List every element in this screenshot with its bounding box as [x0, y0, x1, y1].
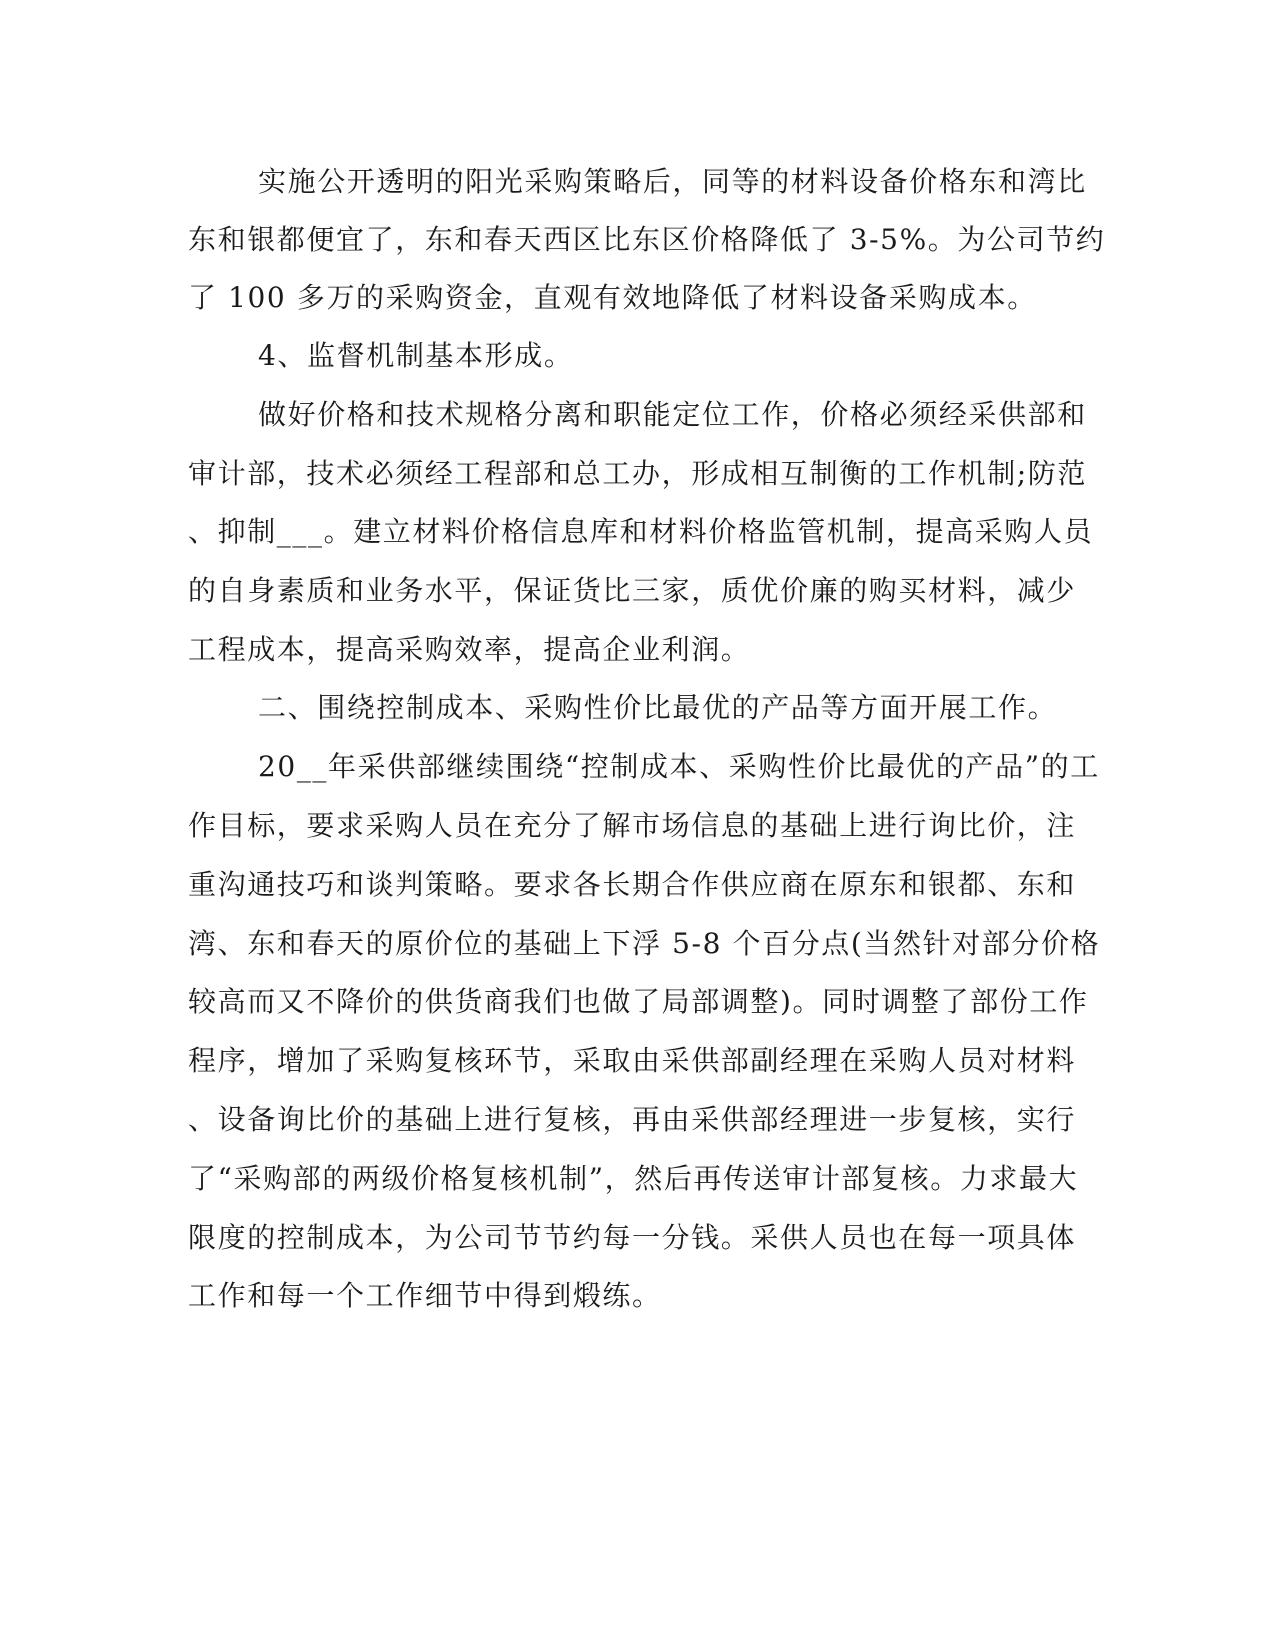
paragraph-3-line-9: 限度的控制成本，为公司节节约每一分钱。采供人员也在每一项具体	[188, 1221, 1077, 1254]
paragraph-2-line-5: 工程成本，提高采购效率，提高企业利润。	[188, 633, 751, 666]
paragraph-1-line-3: 了 100 多万的采购资金，直观有效地降低了材料设备采购成本。	[188, 281, 1037, 314]
paragraph-2-line-2: 审计部，技术必须经工程部和总工办，形成相互制衡的工作机制;防范	[188, 457, 1088, 490]
paragraph-3-line-4: 湾、东和春天的原价位的基础上下浮 5-8 个百分点(当然针对部分价格	[188, 927, 1101, 960]
section-heading-2: 二、围绕控制成本、采购性价比最优的产品等方面开展工作。	[258, 691, 1058, 724]
paragraph-3-line-10: 工作和每一个工作细节中得到煅练。	[188, 1279, 662, 1312]
paragraph-3-line-2: 作目标，要求采购人员在充分了解市场信息的基础上进行询比价，注	[188, 809, 1077, 842]
paragraph-3-line-5: 较高而又不降价的供货商我们也做了局部调整)。同时调整了部份工作	[188, 985, 1089, 1018]
paragraph-1-line-2: 东和银都便宜了，东和春天西区比东区价格降低了 3-5%。为公司节约	[188, 223, 1106, 256]
paragraph-3-line-6: 程序，增加了采购复核环节，采取由采供部副经理在采购人员对材料	[188, 1044, 1077, 1077]
paragraph-3-line-1: 20__年采供部继续围绕“控制成本、采购性价比最优的产品”的工	[258, 750, 1100, 783]
paragraph-2-line-1: 做好价格和技术规格分离和职能定位工作，价格必须经采供部和	[258, 398, 1087, 431]
paragraph-2-line-3: 、抑制___。建立材料价格信息库和材料价格监管机制，提高采购人员	[188, 515, 1094, 548]
paragraph-3-line-3: 重沟通技巧和谈判策略。要求各长期合作供应商在原东和银都、东和	[188, 868, 1077, 901]
paragraph-2-line-4: 的自身素质和业务水平，保证货比三家，质优价廉的购买材料，减少	[188, 574, 1077, 607]
paragraph-1-line-1: 实施公开透明的阳光采购策略后，同等的材料设备价格东和湾比	[258, 165, 1087, 198]
paragraph-3-line-8: 了“采购部的两级价格复核机制”，然后再传送审计部复核。力求最大	[188, 1162, 1079, 1195]
section-heading-4: 4、监督机制基本形成。	[258, 339, 574, 372]
paragraph-3-line-7: 、设备询比价的基础上进行复核，再由采供部经理进一步复核，实行	[188, 1103, 1077, 1136]
